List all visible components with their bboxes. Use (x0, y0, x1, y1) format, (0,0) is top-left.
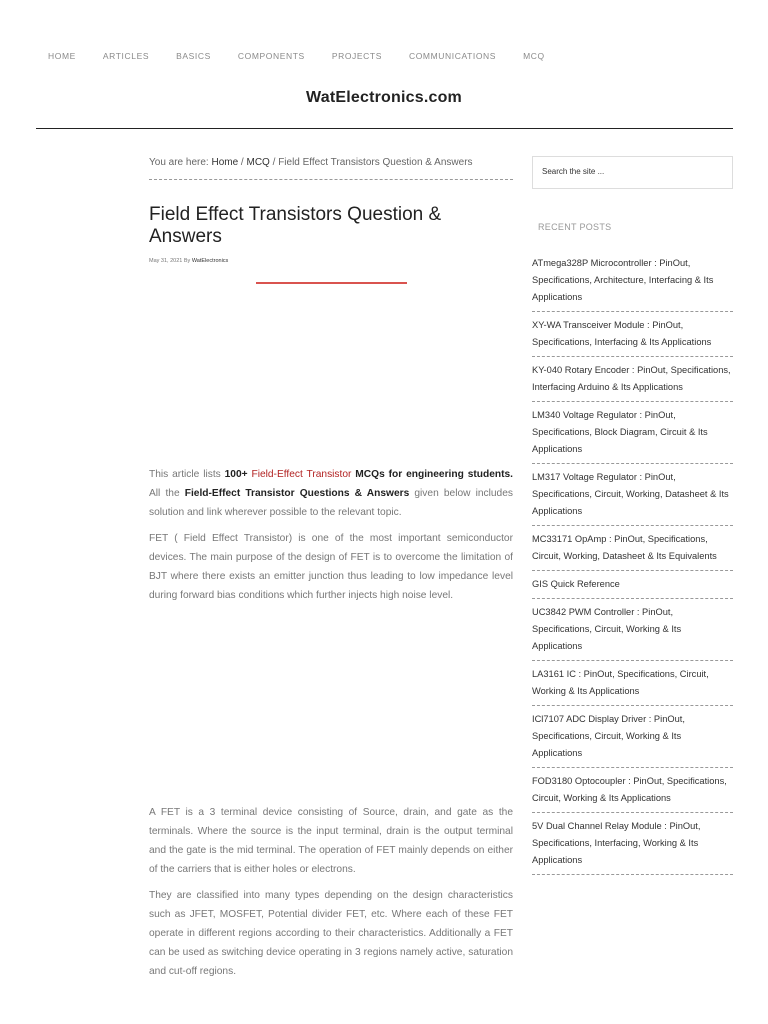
recent-posts-heading: RECENT POSTS (538, 222, 612, 232)
nav-mcq[interactable]: MCQ (523, 51, 545, 61)
intro-qa-text: Field-Effect Transistor Questions & Answers (184, 488, 410, 499)
recent-post-link[interactable]: LM317 Voltage Regulator : PinOut, Specifications, Circuit, Working, Datasheet & Its Applications (532, 468, 733, 526)
breadcrumb-current: Field Effect Transistors Question & Answers (278, 157, 473, 168)
content-paragraph: A FET is a 3 terminal device consisting of Source, drain, and gate as the terminals. Where the source is the input terminal, drain is the output terminal and the gate is the mid terminal. The operation of FET mainly depends on either of the carriers that is either holes or electrons. (149, 807, 513, 875)
recent-post-link[interactable]: ICl7107 ADC Display Driver : PinOut, Specifications, Circuit, Working & Its Applications (532, 710, 733, 768)
top-navigation (48, 51, 572, 61)
recent-post-link[interactable]: GIS Quick Reference (532, 575, 733, 599)
content-paragraph: They are classified into many types depending on the design characteristics such as JFET, MOSFET, Potential divider FET, etc. Where each of these FET operate in different regions according to their characteristics. Additionally a FET can be used as switching device operating in 3 regions namely active, saturation and cut-off regions. (149, 890, 513, 977)
nav-projects[interactable]: PROJECTS (331, 51, 382, 61)
post-author[interactable]: WatElectronics (191, 258, 229, 264)
breadcrumb-prefix: You are here: (149, 157, 212, 168)
post-date: May 31, 2021 (149, 258, 183, 264)
intro-text: This article lists (149, 469, 225, 480)
page-title: Field Effect Transistors Question & Answers (149, 204, 442, 247)
recent-posts-list (532, 254, 733, 879)
content-paragraph: FET ( Field Effect Transistor) is one of the most important semiconductor devices. The main purpose of the design of FET is to overcome the limitation of BJT where there exists an emitter junction thus leading to low impedance level during forward bias conditions which further injects high noise level. (149, 533, 513, 601)
nav-communications[interactable]: COMMUNICATIONS (408, 51, 497, 61)
ad-divider (256, 282, 407, 284)
nav-basics[interactable]: BASICS (176, 51, 211, 61)
intro-text: given below includes solution and link wherever possible to the relevant topic. (149, 488, 513, 518)
breadcrumb-separator: / (269, 157, 279, 168)
nav-components[interactable]: COMPONENTS (237, 51, 305, 61)
post-meta (149, 258, 228, 264)
breadcrumb-home[interactable]: Home (211, 157, 239, 168)
recent-post-link[interactable]: KY-040 Rotary Encoder : PinOut, Specifications, Interfacing Arduino & Its Applications (532, 361, 733, 402)
nav-articles[interactable]: ARTICLES (102, 51, 150, 61)
intro-count: 100+ (224, 469, 252, 480)
header-divider (36, 128, 733, 129)
recent-post-link[interactable]: MC33171 OpAmp : PinOut, Specifications, Circuit, Working, Datasheet & Its Equivalents (532, 530, 733, 571)
recent-post-link[interactable]: 5V Dual Channel Relay Module : PinOut, Specifications, Interfacing, Working & Its Applications (532, 817, 733, 875)
fet-link[interactable]: Field-Effect Transistor (251, 469, 352, 480)
intro-mcq-text: MCQs for engineering students. (351, 469, 513, 480)
breadcrumb-divider (149, 179, 513, 180)
breadcrumb-separator: / (238, 157, 247, 168)
recent-post-link[interactable]: LM340 Voltage Regulator : PinOut, Specifications, Block Diagram, Circuit & Its Applications (532, 406, 733, 464)
search-input[interactable]: Search the site ... (532, 156, 733, 189)
intro-paragraph (149, 465, 513, 522)
site-title[interactable]: WatElectronics.com (306, 89, 462, 106)
recent-post-link[interactable]: ATmega328P Microcontroller : PinOut, Specifications, Architecture, Interfacing & Its Applications (532, 254, 733, 312)
breadcrumb (149, 157, 473, 168)
post-by: By (182, 258, 192, 264)
recent-post-link[interactable]: XY-WA Transceiver Module : PinOut, Specifications, Interfacing & Its Applications (532, 316, 733, 357)
recent-post-link[interactable]: LA3161 IC : PinOut, Specifications, Circuit, Working & Its Applications (532, 665, 733, 706)
breadcrumb-mcq[interactable]: MCQ (246, 157, 270, 168)
recent-post-link[interactable]: UC3842 PWM Controller : PinOut, Specifications, Circuit, Working & Its Applications (532, 603, 733, 661)
nav-home[interactable]: HOME (48, 51, 76, 61)
intro-text: All the (149, 488, 185, 499)
recent-post-link[interactable]: FOD3180 Optocoupler : PinOut, Specifications, Circuit, Working & Its Applications (532, 772, 733, 813)
